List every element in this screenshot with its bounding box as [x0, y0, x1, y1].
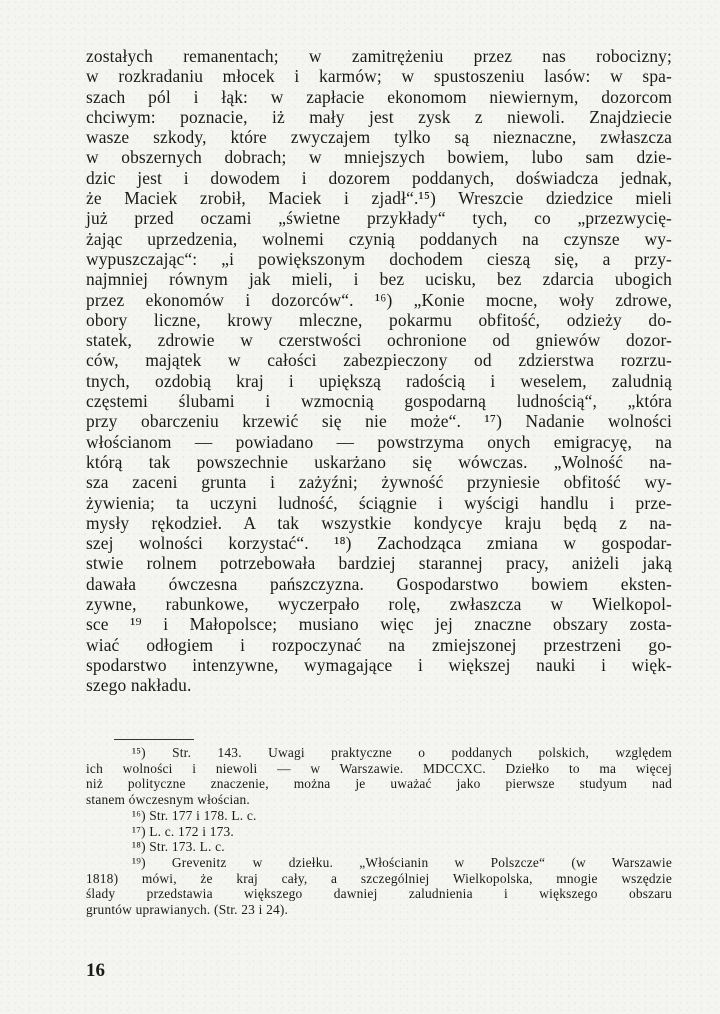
text-line: statek, zdrowie w czerstwości ochronione od gniewów dozor-: [86, 330, 672, 351]
text-line: dzic jest i dowodem i dozorem poddanych, doświadcza jednak,: [86, 167, 672, 188]
text-line: którą tak powszechnie uskarżano się wówczas. „Wolność na-: [86, 451, 672, 472]
text-line: stwie rolnem potrzebowała bardziej starannej pracy, aniżeli jaką: [86, 553, 672, 574]
text-line: zostałych remanentach; w zamitrężeniu przez nas robocizny;: [86, 46, 672, 66]
footnote-line: ślady przedstawia większego dawniej zaludnienia i większego obszaru: [86, 886, 672, 902]
footnote-line: ¹⁷) L. c. 172 i 173.: [132, 823, 234, 839]
text-line: żywienia; ta uczyni ludność, ściągnie i wyścigi handlu i prze-: [86, 492, 672, 513]
text-line: już przed oczami „świetne przykłady“ tych, co „przezwycię-: [86, 208, 672, 229]
text-line: częstemi ślubami i wzmocnią gospodarną ludnością“, „która: [86, 391, 672, 412]
text-line: sce ¹⁹ i Małopolsce; musiano więc jej znaczne obszary zosta-: [86, 614, 672, 635]
footnote-line: niż polityczne znaczenie, można je uważać jako pierwsze studyum nad: [86, 776, 672, 792]
text-line: zywne, rabunkowe, wyczerpało rolę, zwłaszcza w Wielkopol-: [86, 594, 672, 615]
text-line: spodarstwo intenzywne, wymagające i większej nauki i więk-: [86, 654, 672, 675]
text-line: dawała ówczesna pańszczyzna. Gospodarstwo bowiem eksten-: [86, 573, 672, 594]
text-line: wiać odłogiem i rozpoczynać na zmiejszonej przestrzeni go-: [86, 634, 672, 655]
footnote-line: ¹⁵) Str. 143. Uwagi praktyczne o poddanych polskich, względem: [132, 745, 672, 760]
text-line: szego nakładu.: [86, 675, 192, 696]
text-line: mysły rękodzieł. A tak wszystkie kondycye kraju będą z na-: [86, 512, 672, 533]
text-line: najmniej równym jak mieli, i bez ucisku, bez zdarcia ubogich: [86, 269, 672, 290]
text-line: sza zaceni grunta i zażyźni; żywność przyniesie obfitość wy-: [86, 472, 672, 493]
page-number: 16: [86, 960, 105, 981]
text-line: wasze szkody, które zwyczajem tylko są nieznaczne, zwłaszcza: [86, 127, 672, 148]
text-line: ców, majątek w całości zabezpieczony od zdzierstwa rozrzu-: [86, 350, 672, 371]
text-line: tnych, ozdobią kraj i upiększą radością i weselem, zaludnią: [86, 370, 672, 391]
footnote-line: ¹⁹) Grevenitz w dziełku. „Włościanin w Polszcze“ (w Warszawie: [132, 854, 672, 870]
text-line: przez ekonomów i dozorców“. ¹⁶) „Konie mocne, woły zdrowe,: [86, 289, 672, 310]
text-line: szej wolności korzystać“. ¹⁸) Zachodząca zmiana w gospodar-: [86, 533, 672, 554]
footnote-line: 1818) mówi, że kraj cały, a szczególniej Wielkopolska, mnogie wszędzie: [86, 870, 672, 886]
text-line: chciwym: poznacie, iż mały jest zysk z niewoli. Znajdziecie: [86, 106, 672, 127]
text-line: szach pól i łąk: w zapłacie ekonomom niewiernym, dozorcom: [86, 86, 672, 107]
text-line: przy obarczeniu krzewić się nie może“. ¹⁷) Nadanie wolności: [86, 411, 672, 432]
footnote-line: gruntów uprawianych. (Str. 23 i 24).: [86, 902, 289, 918]
footnote-separator: [114, 739, 194, 740]
footnote-line: ¹⁸) Str. 173. L. c.: [132, 839, 225, 855]
text-line: żając uprzedzenia, wolnemi czynią poddanych na czynsze wy-: [86, 228, 672, 249]
text-line: że Maciek zrobił, Maciek i zjadł“.¹⁵) Wreszcie dziedzice mieli: [86, 188, 672, 209]
main-text-block: [86, 46, 672, 696]
text-line: włościanom — powiadano — powstrzyma onych emigracyę, na: [86, 431, 672, 452]
footnote-line: ich wolności i niewoli — w Warszawie. MDCCXC. Dziełko to ma więcej: [86, 760, 672, 776]
text-line: w rozkradaniu młocek i karmów; w spustoszeniu lasów: w spa-: [86, 66, 672, 87]
text-line: wypuszczając“: „i powiększonym dochodem cieszą się, a przy-: [86, 248, 672, 269]
footnote-line: stanem ówczesnym włościan.: [86, 792, 250, 808]
text-line: w obszernych dobrach; w mniejszych bowiem, lubo sam dzie-: [86, 147, 672, 168]
footnote-line: ¹⁶) Str. 177 i 178. L. c.: [132, 807, 257, 823]
text-line: obory liczne, krowy mleczne, pokarmu obfitość, odzieży do-: [86, 309, 672, 330]
footnotes-block: [86, 745, 672, 918]
